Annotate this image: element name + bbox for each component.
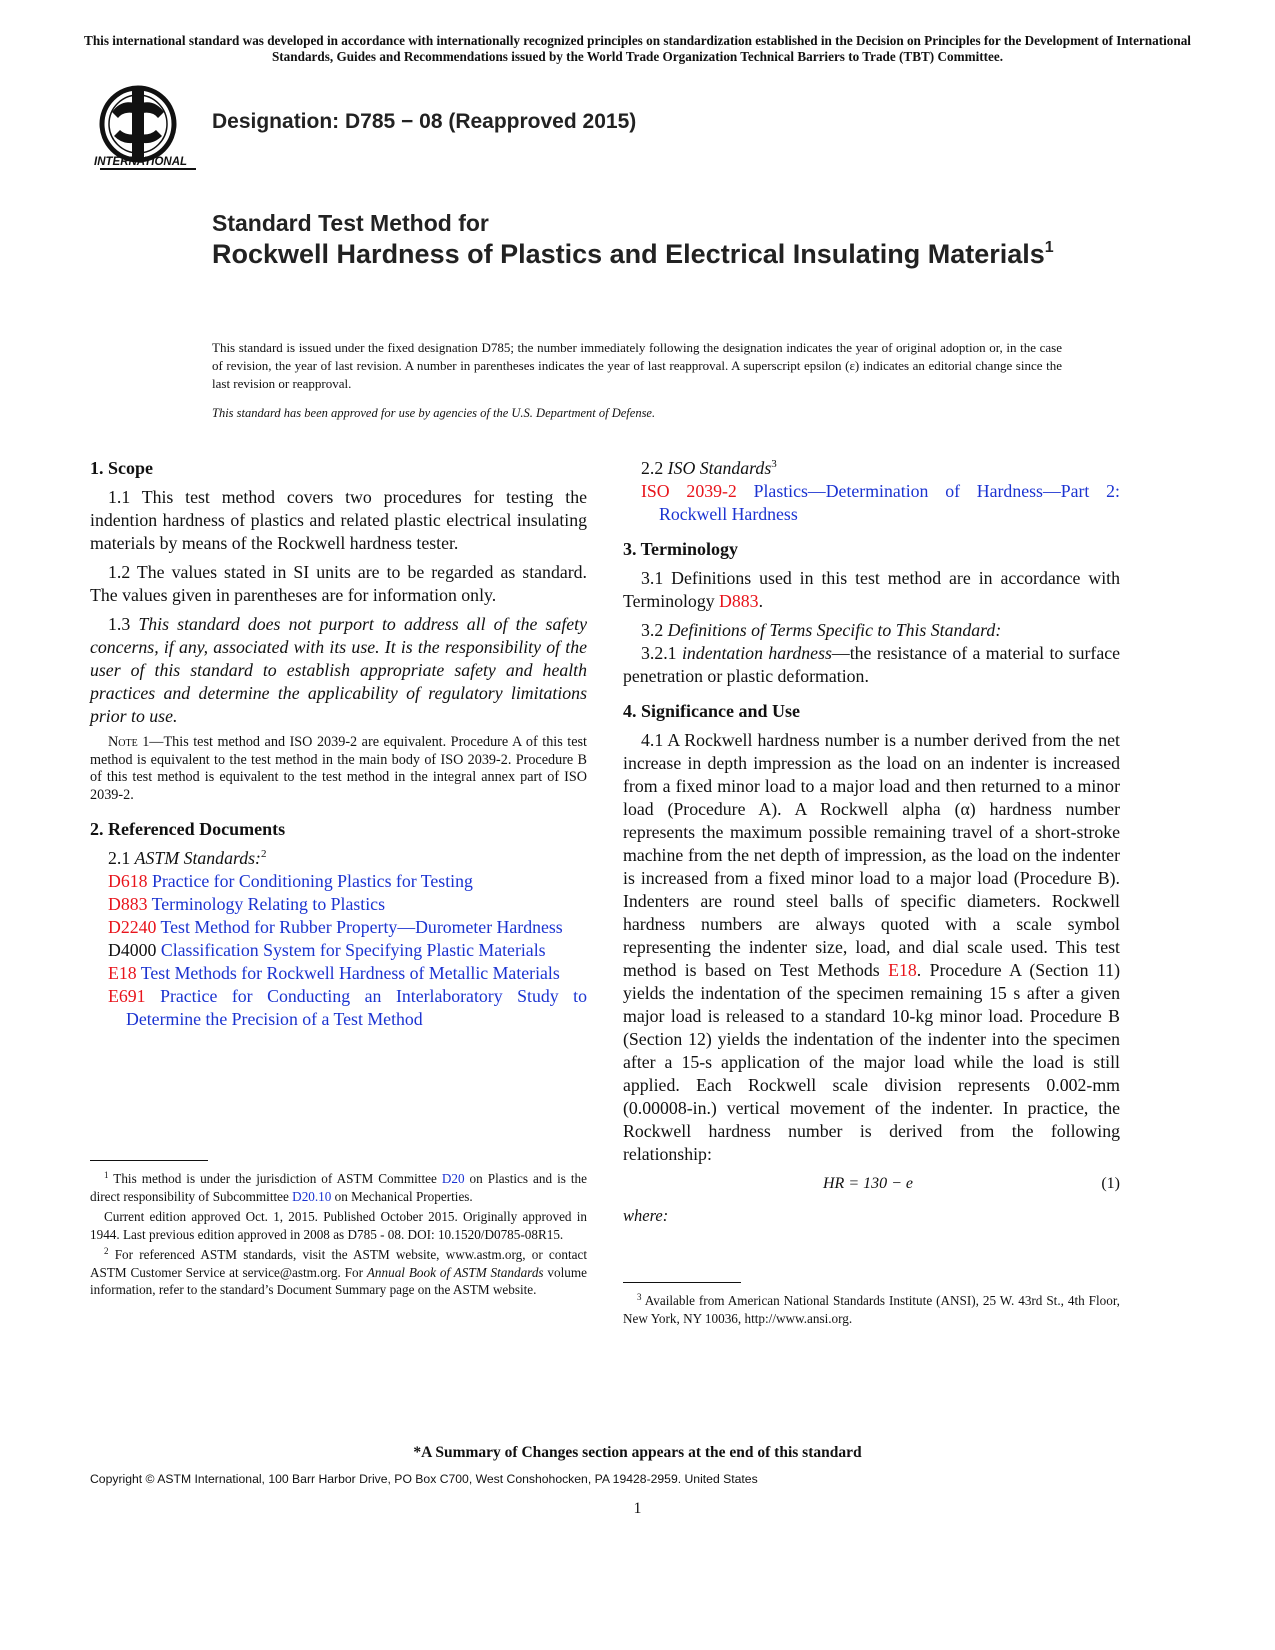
ref-code-link[interactable]: E691 <box>108 986 146 1006</box>
ref-title-link[interactable]: Terminology Relating to Plastics <box>151 894 385 914</box>
para-number: 3.2.1 <box>641 643 682 663</box>
defined-term: indentation hardness <box>681 643 832 663</box>
ref-item[interactable] <box>90 939 587 962</box>
terminology-para-3-2 <box>623 619 1120 642</box>
ref-title-link[interactable]: Test Method for Rubber Property—Durometer Hardness <box>160 917 563 937</box>
note-body: 1—This test method and ISO 2039-2 are equivalent. Procedure A of this test method is equivalent to the test method in the main body of ISO 2039-2. Procedure B of this test method is equivalent to the test method in the integral annex part of ISO 2039-2. <box>90 734 587 803</box>
left-footnotes <box>90 1170 587 1302</box>
ref-item[interactable] <box>90 985 587 1031</box>
ref-code-link[interactable]: D883 <box>108 894 148 914</box>
ref-item[interactable] <box>90 916 587 939</box>
iso-title-link[interactable]: Plastics—Determination of Hardness—Part 2: Rockwell Hardness <box>659 481 1120 524</box>
footnote-marker: 3 <box>771 458 777 470</box>
footnote-marker: 3 <box>637 1292 642 1302</box>
section-heading-referenced: 2. Referenced Documents <box>90 819 286 839</box>
document-title <box>212 208 1072 271</box>
ref-title-link[interactable]: Classification System for Specifying Plastic Materials <box>160 940 546 960</box>
footnote-text: This method is under the jurisdiction of ASTM Committee <box>113 1171 442 1186</box>
wto-notice: This international standard was developed in accordance with internationally recognized principles on standardization established in the Decision on Principles for the Development of International Standards, Guides and Recommendations issued by the World Trade Organization Technical Barriers to Trade (TBT) Committee. <box>84 33 1191 64</box>
ref-code-link[interactable]: E18 <box>108 963 137 983</box>
safety-statement: This standard does not purport to address all of the safety concerns, if any, associated with its use. It is the responsibility of the user of this standard to establish appropriate safety and health practices and determine the applicability of regulatory limitations prior to use. <box>90 614 587 726</box>
para-number: 2.1 <box>108 848 135 868</box>
ref-code-link[interactable]: D618 <box>108 871 148 891</box>
issue-note: This standard is issued under the fixed designation D785; the number immediately following the designation indicates the year of original adoption or, in the case of revision, the year of last revision. A number in parentheses indicates the year of last reapproval. A superscript epsilon (ε) indicates an editorial change since the last revision or reapproval. <box>212 340 1062 391</box>
para-text: . <box>758 591 764 611</box>
iso-ref-item[interactable] <box>623 480 1120 526</box>
definition-text: —the resistance of a material to surface penetration or plastic deformation. <box>623 643 1121 686</box>
iso-code-link[interactable]: ISO 2039-2 <box>641 481 737 501</box>
footnote-marker: 1 <box>104 1170 109 1180</box>
copyright-line: Copyright © ASTM International, 100 Barr Harbor Drive, PO Box C700, West Conshohocken, PA 19428-2959. United States <box>90 1472 758 1486</box>
left-column <box>90 457 587 1031</box>
para-text: 3.1 Definitions used in this test method are in accordance with Terminology <box>623 568 1120 611</box>
footnote-text: on Mechanical Properties. <box>331 1188 473 1204</box>
para-number: 1.3 <box>108 614 139 634</box>
iso-standards-label <box>623 457 1120 480</box>
dod-approval-note: This standard has been approved for use by agencies of the U.S. Department of Defense. <box>212 406 656 420</box>
terminology-para-3-2-1 <box>623 642 1120 688</box>
footnote-marker: 2 <box>104 1246 109 1256</box>
section-heading-terminology: 3. Terminology <box>623 539 739 559</box>
ref-title-link[interactable]: Practice for Conditioning Plastics for Testing <box>151 871 473 891</box>
title-line-1: Standard Test Method for <box>212 210 489 236</box>
page-number: 1 <box>633 1500 642 1517</box>
ref-item[interactable] <box>90 962 587 985</box>
ref-item[interactable] <box>90 870 587 893</box>
logo-wordmark: INTERNATIONAL <box>94 156 188 168</box>
d883-link[interactable]: D883 <box>719 591 759 611</box>
ref-title-link[interactable]: Practice for Conducting an Interlaboratory Study to Determine the Precision of a Test Method <box>126 986 587 1029</box>
footnote-text: For referenced ASTM standards, visit the ASTM website, www.astm.org, or contact ASTM Customer Service at service@astm.org. For <box>90 1247 588 1280</box>
footnote-1 <box>90 1170 587 1205</box>
ref-item[interactable] <box>90 893 587 916</box>
footnote-italic: Annual Book of ASTM Standards <box>366 1264 544 1280</box>
committee-link[interactable]: D20 <box>441 1171 465 1186</box>
footnote-2 <box>90 1246 587 1299</box>
title-main: Rockwell Hardness of Plastics and Electrical Insulating Materials <box>212 239 1045 269</box>
section-heading-scope: 1. Scope <box>90 458 153 478</box>
scope-para-1-2: 1.2 The values stated in SI units are to be regarded as standard. The values given in parentheses are for information only. <box>90 562 587 605</box>
para-number: 2.2 <box>641 458 668 478</box>
para-text: . Procedure A (Section 11) yields the indentation of the specimen remaining 15 s after a given major load is released to a standard 10-kg minor load. Procedure B (Section 12) yields the indentation of the indenter into the specimen after a 15-s application of the major load while the load is still applied. Each Rockwell scale division represents 0.002-mm (0.00008-in.) vertical movement of the indenter. In practice, the Rockwell hardness number is derived from the following relationship: <box>623 960 1121 1164</box>
astm-standards-label <box>90 847 587 870</box>
subcommittee-link[interactable]: D20.10 <box>292 1188 332 1204</box>
footnote-text: Available from American National Standards Institute (ANSI), 25 W. 43rd St., 4th Floor, New York, NY 10036, http://www.ansi.org. <box>623 1293 1120 1326</box>
note-1 <box>90 734 587 804</box>
designation: Designation: D785 − 08 (Reapproved 2015) <box>212 110 637 133</box>
astm-standards-title: ASTM Standards: <box>134 848 261 868</box>
e18-link[interactable]: E18 <box>888 960 917 980</box>
equation-1 <box>623 1172 1120 1198</box>
title-line-2 <box>212 238 1072 271</box>
title-footnote-marker: 1 <box>1044 239 1054 256</box>
terminology-para-3-1 <box>623 567 1120 613</box>
para-text: Definitions of Terms Specific to This Standard: <box>667 620 1002 640</box>
right-footnotes <box>623 1292 1120 1330</box>
footnote-text: on Plastics and is the direct responsibility of Subcommittee <box>90 1171 587 1204</box>
footnote-divider <box>623 1282 741 1283</box>
summary-of-changes-note: *A Summary of Changes section appears at the end of this standard <box>413 1444 862 1461</box>
para-number: 3.2 <box>641 620 668 640</box>
equation-body: HR = 130 − e <box>823 1175 914 1192</box>
footnote-text: volume information, refer to the standard’s Document Summary page on the ASTM website. <box>90 1264 587 1297</box>
footnote-1-edition: Current edition approved Oct. 1, 2015. Published October 2015. Originally approved in 1944. Last previous edition approved in 2008 as D785 - 08. DOI: 10.1520/D0785-08R15. <box>90 1209 587 1242</box>
equation-number: (1) <box>1101 1175 1120 1192</box>
section-heading-significance: 4. Significance and Use <box>623 701 801 721</box>
where-label: where: <box>623 1206 669 1225</box>
footnote-3 <box>623 1292 1120 1327</box>
scope-para-1-3 <box>90 613 587 728</box>
footnote-marker: 2 <box>260 848 267 860</box>
ref-code-link[interactable]: D2240 <box>108 917 157 937</box>
iso-standards-title: ISO Standards <box>667 458 772 478</box>
ref-title-link[interactable]: Test Methods for Rockwell Hardness of Metallic Materials <box>140 963 560 983</box>
footnote-divider <box>90 1160 208 1161</box>
ref-code: D4000 <box>108 940 157 960</box>
note-label: Note <box>108 734 138 750</box>
scope-para-1-1: 1.1 This test method covers two procedures for testing the indention hardness of plastics and related plastic electrical insulating materials by means of the Rockwell hardness tester. <box>90 487 587 553</box>
para-text: 4.1 A Rockwell hardness number is a number derived from the net increase in depth impression as the load on an indenter is increased from a fixed minor load to a major load and then returned to a minor load (Procedure A). A Rockwell alpha (α) hardness number represents the maximum possible remaining travel of a short-stroke machine from the net depth of impression, as the load on the indenter is increased from a fixed minor load to a major load (Procedure B). Indenters are round steel balls of specific diameters. Rockwell hardness numbers are always quoted with a scale symbol representing the indenter size, load, and dial scale used. This test method is based on Test Methods <box>623 730 1120 980</box>
significance-para-4-1 <box>623 729 1120 1166</box>
right-column <box>623 457 1120 1227</box>
